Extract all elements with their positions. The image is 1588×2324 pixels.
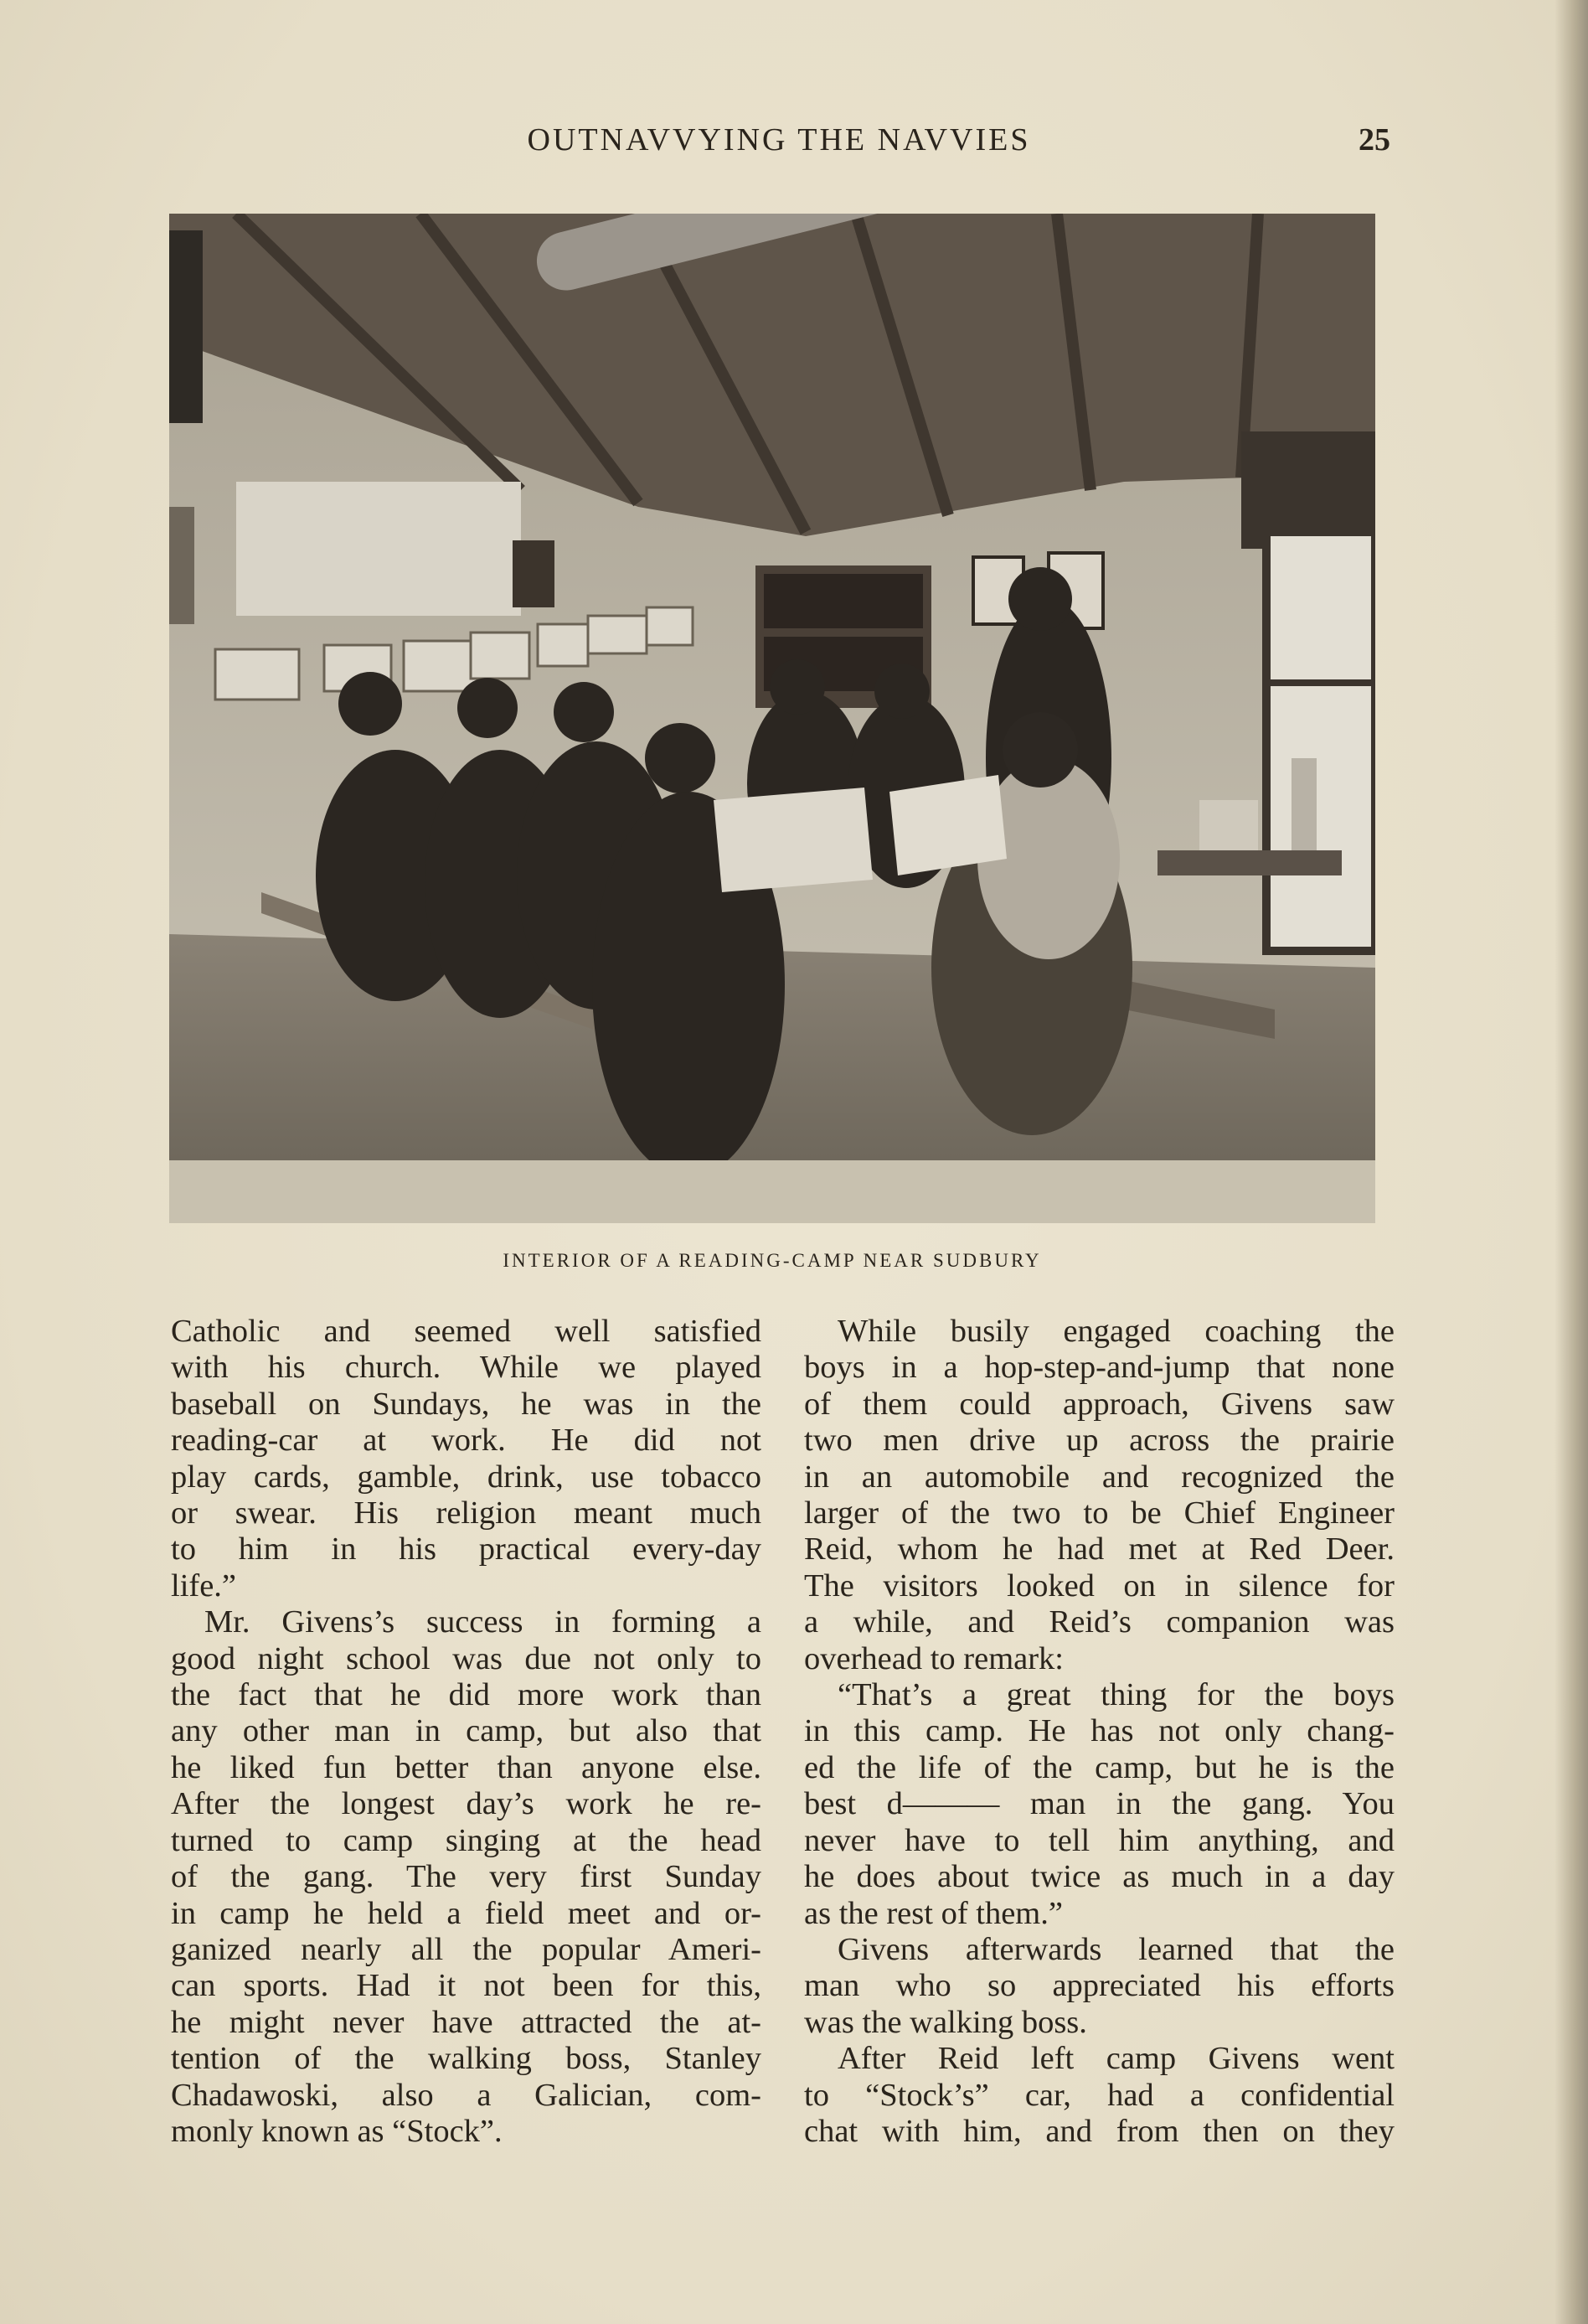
text-line: two men drive up across the prairie [804, 1423, 1395, 1459]
text-line: ed the life of the camp, but he is the [804, 1749, 1395, 1785]
text-line: never have to tell him anything, and [804, 1822, 1395, 1858]
text-line: turned to camp singing at the head [171, 1822, 761, 1858]
text-line: good night school was due not only to [171, 1640, 761, 1676]
text-line: was the walking boss. [804, 2004, 1087, 2040]
running-title: OUTNAVVYING THE NAVVIES [527, 122, 1031, 158]
text-line: of the gang. The very first Sunday [171, 1859, 761, 1895]
text-line: overhead to remark: [804, 1640, 1064, 1676]
text-line: best d——— man in the gang. You [804, 1786, 1395, 1822]
text-line: man who so appreciated his efforts [804, 1968, 1395, 2004]
text-line: Mr. Givens’s success in forming a [204, 1604, 761, 1640]
text-line: in this camp. He has not only chang- [804, 1713, 1395, 1749]
text-line: Chadawoski, also a Galician, com- [171, 2077, 761, 2113]
text-line: The visitors looked on in silence for [804, 1567, 1395, 1604]
text-line: reading-car at work. He did not [171, 1423, 761, 1459]
text-line: tention of the walking boss, Stanley [171, 2041, 761, 2077]
reading-camp-photograph [169, 214, 1375, 1223]
text-line: any other man in camp, but also that [171, 1713, 761, 1749]
figure-caption: INTERIOR OF A READING-CAMP NEAR SUDBURY [503, 1250, 1042, 1271]
text-line: with his church. While we played [171, 1350, 761, 1386]
text-line: boys in a hop-step-and-jump that none [804, 1350, 1395, 1386]
page-edge-shadow [1554, 0, 1588, 2324]
text-line: he does about twice as much in a day [804, 1859, 1395, 1895]
right-text-column [804, 1314, 1395, 2150]
text-line: a while, and Reid’s companion was [804, 1604, 1395, 1640]
text-line: Givens afterwards learned that the [838, 1931, 1395, 1967]
text-line: After Reid left camp Givens went [838, 2041, 1395, 2077]
text-line: he might never have attracted the at- [171, 2004, 761, 2040]
text-line: to him in his practical every-day [171, 1531, 761, 1567]
text-line: he liked fun better than anyone else. [171, 1749, 761, 1785]
photograph-illustration [169, 214, 1375, 1223]
text-line: or swear. His religion meant much [171, 1495, 761, 1531]
text-line: the fact that he did more work than [171, 1677, 761, 1713]
text-line: While busily engaged coaching the [838, 1314, 1395, 1349]
text-line: in camp he held a field meet and or- [171, 1895, 761, 1931]
text-line: After the longest day’s work he re- [171, 1786, 761, 1822]
text-line: “That’s a great thing for the boys [838, 1677, 1395, 1713]
text-line: baseball on Sundays, he was in the [171, 1386, 761, 1422]
text-line: can sports. Had it not been for this, [171, 1968, 761, 2004]
left-text-column [171, 1314, 761, 2150]
text-line: of them could approach, Givens saw [804, 1386, 1395, 1422]
text-line: Catholic and seemed well satisfied [171, 1314, 761, 1349]
text-line: as the rest of them.” [804, 1895, 1063, 1931]
text-line: in an automobile and recognized the [804, 1459, 1395, 1495]
text-line: larger of the two to be Chief Engineer [804, 1495, 1395, 1531]
text-line: chat with him, and from then on they [804, 2113, 1395, 2149]
text-line: life.” [171, 1567, 237, 1604]
text-line: to “Stock’s” car, had a confidential [804, 2077, 1395, 2113]
text-line: ganized nearly all the popular Ameri- [171, 1931, 761, 1967]
page-number: 25 [1359, 122, 1390, 158]
text-line: Reid, whom he had met at Red Deer. [804, 1531, 1395, 1567]
text-line: monly known as “Stock”. [171, 2113, 503, 2149]
text-line: play cards, gamble, drink, use tobacco [171, 1459, 761, 1495]
